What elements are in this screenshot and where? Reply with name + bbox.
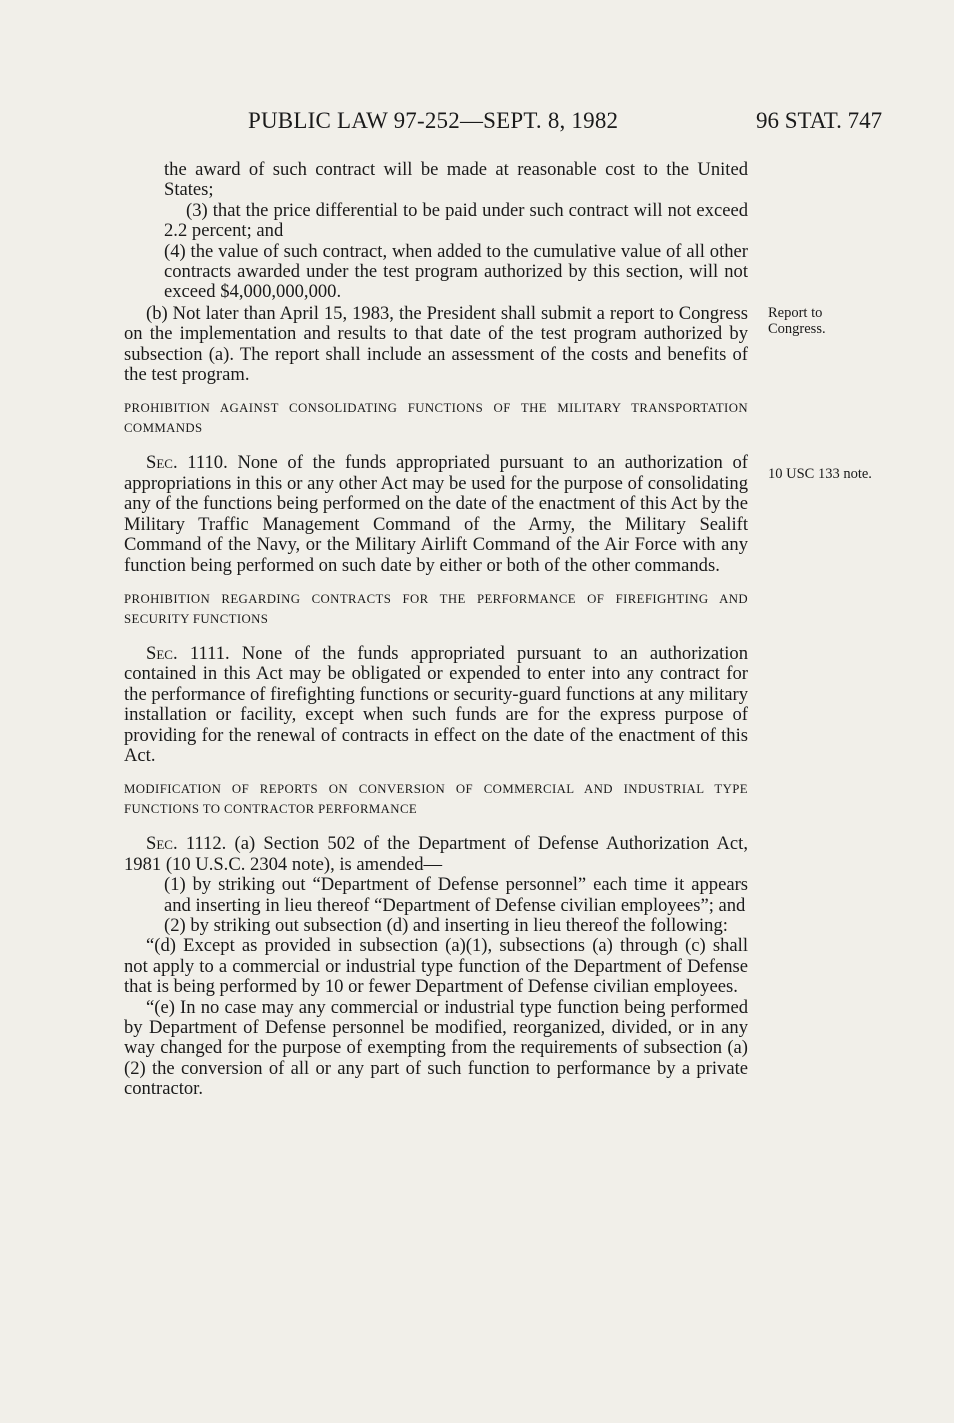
heading-modification: MODIFICATION OF REPORTS ON CONVERSION OF COMMERCIAL AND INDUSTRIAL TYPE FUNCTIONS TO CONTRACTOR PERFORMANCE: [124, 782, 748, 817]
paragraph-price-differential: (3) that the price differential to be paid under such contract will not exceed 2.2 percent; and: [164, 199, 748, 242]
paragraph-report: (b) Not later than April 15, 1983, the President shall submit a report to Congress on the implementation and results to that date of the test program authorized by subsection (a). The report shall include an assessment of the costs and benefits of the test program.: [124, 302, 748, 386]
section-text: None of the funds appropriated pursuant to an authorization contained in this Act may be obligated or expended to enter into any contract for the performance of firefighting functions or security-guard functions at any military installation or facility, except when such funds are for the express purpose of providing for the renewal of contracts in effect on the date of the enactment of this Act.: [124, 642, 748, 766]
paragraph-value: (4) the value of such contract, when added to the cumulative value of all other contracts awarded under the test program authorized by this section, will not exceed $4,000,000,000.: [164, 240, 748, 303]
section-1111: [124, 644, 748, 766]
margin-note-report: Report to Congress.: [768, 305, 826, 337]
heading-firefighting: PROHIBITION REGARDING CONTRACTS FOR THE PERFORMANCE OF FIREFIGHTING AND SECURITY FUNCTIONS: [124, 591, 748, 626]
document-body: [124, 160, 748, 1100]
page-header-title: PUBLIC LAW 97-252—SEPT. 8, 1982: [248, 108, 619, 133]
margin-note-usc: 10 USC 133 note.: [768, 466, 872, 482]
section-text: (a) Section 502 of the Department of Defense Authorization Act, 1981 (10 U.S.C. 2304 note), is amended—: [124, 833, 748, 875]
paragraph-award: the award of such contract will be made at reasonable cost to the United States;: [164, 159, 748, 201]
section-label: Sec. 1111.: [146, 642, 230, 664]
section-1110: [124, 453, 748, 575]
section-text: None of the funds appropriated pursuant to an authorization of appropriations in this or any other Act may be used for the purpose of consolidating any of the functions being performed on the date of the enactment of this Act by the Military Traffic Management Command of the Army, the Military Sealift Command of the Navy, or the Military Airlift Command of the Air Force with any function being performed on such date by either or both of the other commands.: [124, 452, 748, 576]
paragraph-subsection-d: “(d) Except as provided in subsection (a)(1), subsections (a) through (c) shall not apply to a commercial or industrial type function of the Department of Defense that is being performed by 10 or fewer Department of Defense civilian employees.: [124, 935, 748, 998]
section-label: Sec. 1112.: [146, 833, 227, 855]
paragraph-amend-2: (2) by striking out subsection (d) and inserting in lieu thereof the following:: [164, 914, 728, 936]
paragraph-subsection-e: “(e) In no case may any commercial or industrial type function being performed by Department of Defense personnel be modified, reorganized, divided, or in any way changed for the purpose of exempting from the requirements of subsection (a)(2) the conversion of all or any part of such function to performance by a private contractor.: [124, 996, 748, 1100]
heading-consolidating: PROHIBITION AGAINST CONSOLIDATING FUNCTIONS OF THE MILITARY TRANSPORTATION COMMANDS: [124, 401, 748, 436]
page-number: 96 STAT. 747: [756, 108, 883, 133]
section-label: Sec. 1110.: [146, 452, 228, 474]
paragraph-amend-1: (1) by striking out “Department of Defense personnel” each time it appears and inserting in lieu thereof “Department of Defense civilian employees”; and: [164, 874, 748, 916]
section-1112: [124, 834, 748, 875]
